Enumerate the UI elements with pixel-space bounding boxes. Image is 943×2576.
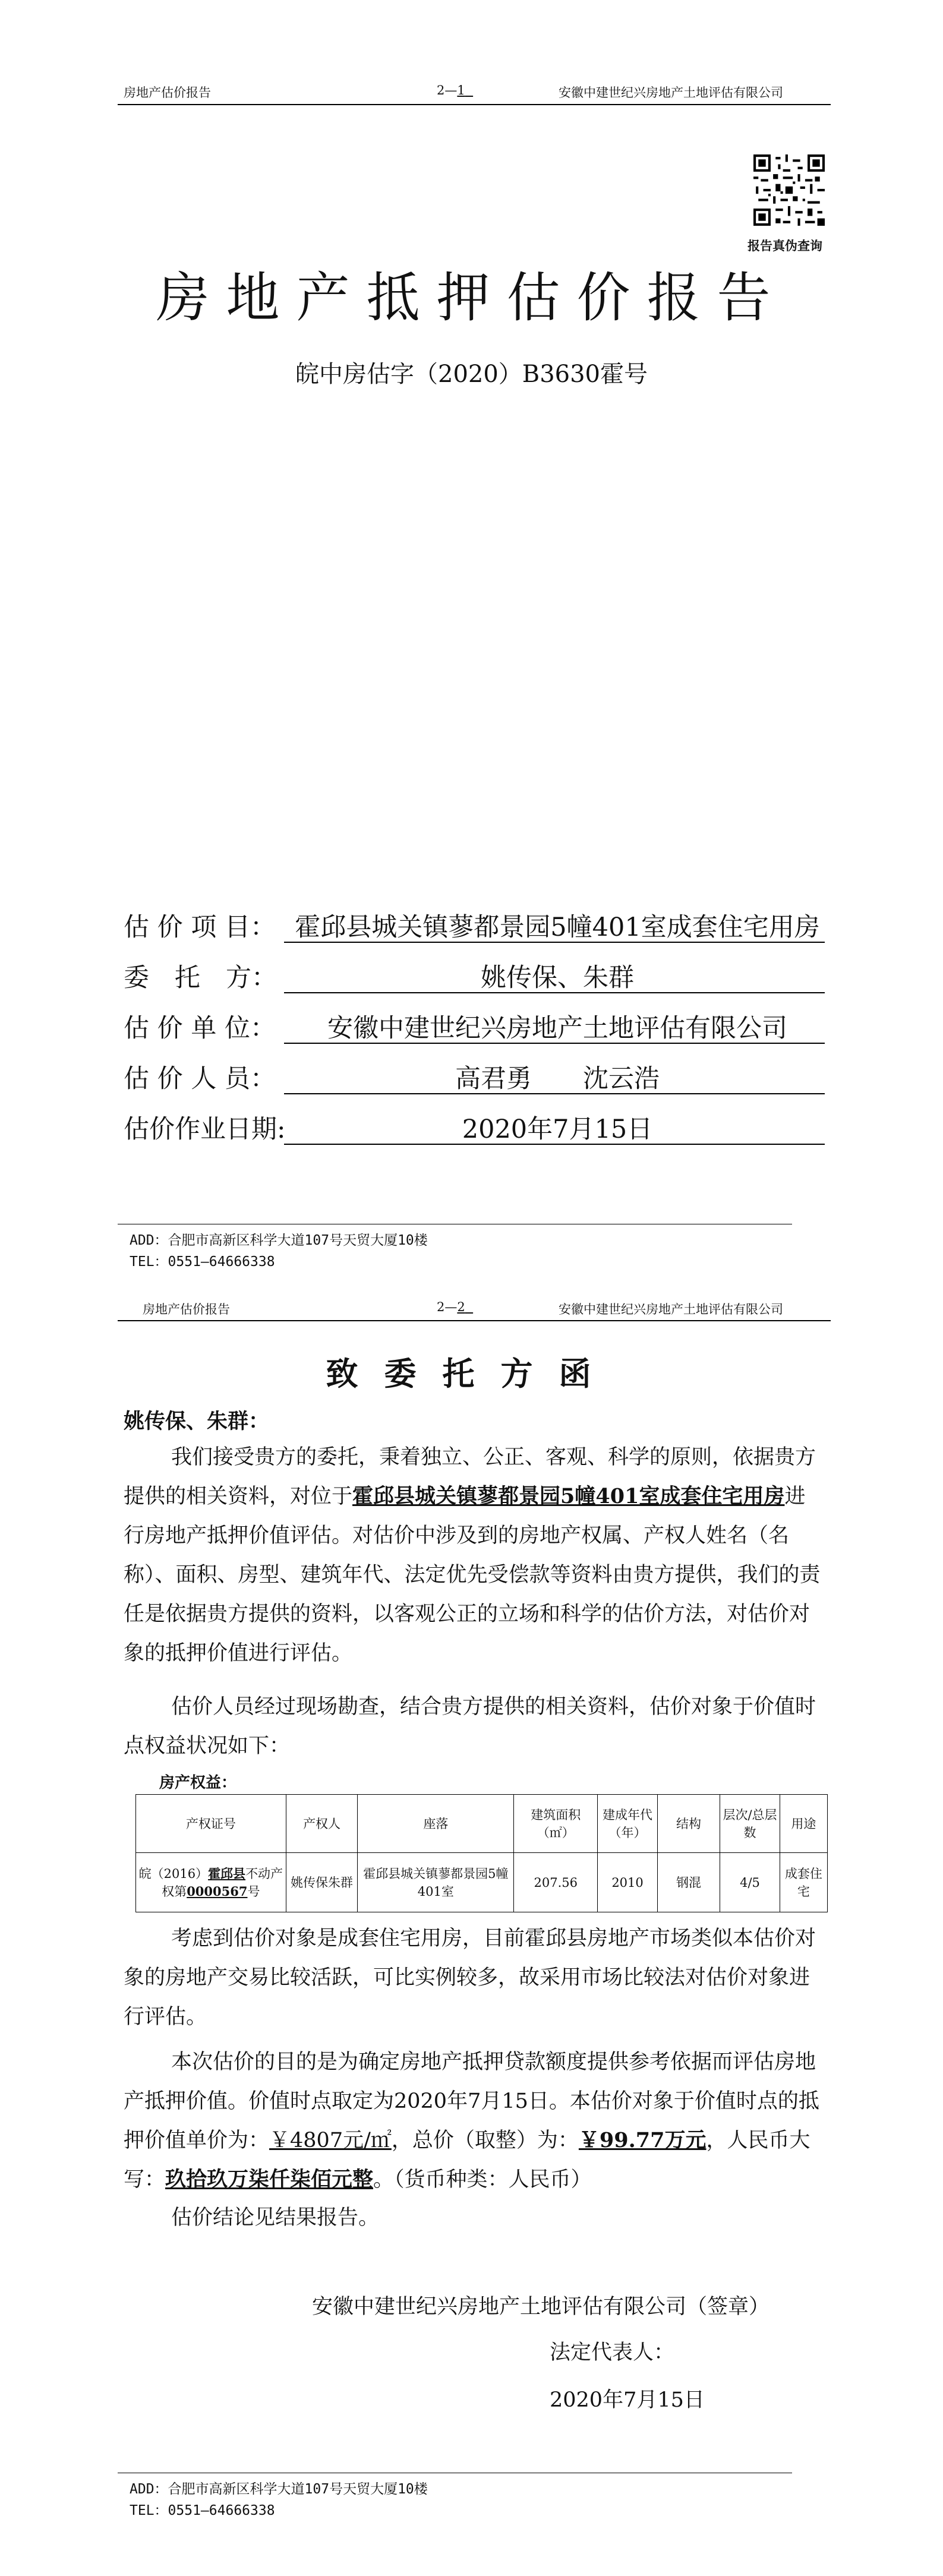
field-project-value: 霍邱县城关镇蓼都景园5幢401室成套住宅用房 xyxy=(295,913,820,942)
table-header-row xyxy=(136,1795,828,1853)
th-structure: 结构 xyxy=(657,1795,720,1853)
document-number: 皖中房估字（2020）B3630霍号 xyxy=(295,361,648,388)
th-use: 用途 xyxy=(780,1795,827,1853)
cert-part-c: 不动产权第 xyxy=(162,1866,283,1899)
field-date xyxy=(124,1113,837,1146)
td-use: 成套住宅 xyxy=(780,1853,827,1912)
field-underline xyxy=(284,1144,825,1145)
td-location: 霍邱县城关镇蓼都景园5幢401室 xyxy=(358,1853,514,1912)
field-client xyxy=(124,961,837,995)
paragraph-3 xyxy=(124,1919,825,2037)
page2-header-left: 房地产估价报告 xyxy=(143,1302,230,1317)
rights-caption: 房产权益： xyxy=(159,1774,237,1792)
p1-property: 霍邱县城关镇蓼都景园5幢401室成套住宅用房 xyxy=(352,1484,785,1508)
td-area: 207.56 xyxy=(514,1853,598,1912)
cert-part-b: 霍邱县 xyxy=(208,1865,246,1881)
page-prefix: 2— xyxy=(437,1300,458,1314)
th-area: 建筑面积（㎡） xyxy=(514,1795,598,1853)
page1-address: ADD：合肥市高新区科学大道107号天贸大厦10楼 xyxy=(130,1233,428,1248)
page1-header-right: 安徽中建世纪兴房地产土地评估有限公司 xyxy=(559,86,783,100)
field-valuer-unit-label: 估 价 单 位： xyxy=(124,1014,276,1043)
page1-header-page-number xyxy=(437,83,473,97)
field-valuer-unit-value: 安徽中建世纪兴房地产土地评估有限公司 xyxy=(327,1014,787,1043)
field-project-label: 估 价 项 目： xyxy=(124,913,276,942)
td-year: 2010 xyxy=(598,1853,657,1912)
th-owner: 产权人 xyxy=(286,1795,358,1853)
field-underline xyxy=(284,1093,825,1094)
salutation: 姚传保、朱群： xyxy=(124,1409,270,1434)
th-location: 座落 xyxy=(358,1795,514,1853)
td-owner: 姚传保朱群 xyxy=(286,1853,358,1912)
th-year: 建成年代（年） xyxy=(598,1795,657,1853)
p4-text-a: 本次估价的目的是为确定房地产抵押贷款额度提供参考依据而评估房地产抵押价值。价值时点取定为2020年7月15日。本估价对象于价值时点的抵押价值单价为： xyxy=(124,2050,819,2152)
page2-header-right: 安徽中建世纪兴房地产土地评估有限公司 xyxy=(559,1302,783,1317)
page-num: 1 xyxy=(457,83,465,97)
cert-part-a: 皖（2016） xyxy=(138,1866,209,1881)
header-rule xyxy=(118,1320,831,1321)
letter-title: 致委托方函 xyxy=(326,1355,617,1393)
cert-part-e: 号 xyxy=(247,1884,260,1899)
p4-text-c: ，人民币大写： xyxy=(124,2129,810,2192)
field-valuers-value: 高君勇 沈云浩 xyxy=(455,1064,660,1094)
sign-representative: 法定代表人： xyxy=(550,2341,675,2365)
field-date-value: 2020年7月15日 xyxy=(462,1115,653,1144)
sign-date: 2020年7月15日 xyxy=(550,2388,705,2412)
page1-header-left: 房地产估价报告 xyxy=(124,86,211,100)
p5-text: 估价结论见结果报告。 xyxy=(171,2206,380,2230)
p2-text: 估价人员经过现场勘查，结合贵方提供的相关资料，估价对象于价值时点权益状况如下： xyxy=(124,1695,816,1758)
field-client-label: 委 托 方： xyxy=(124,963,277,993)
paragraph-2 xyxy=(124,1687,825,1766)
qr-caption: 报告真伪查询 xyxy=(748,238,822,253)
page2-address: ADD：合肥市高新区科学大道107号天贸大厦10楼 xyxy=(130,2482,428,2497)
p4-amount-words: 玖拾玖万柒仟柒佰元整 xyxy=(165,2167,374,2192)
p1-text-c: 进行房地产抵押价值评估。对估价中涉及到的房地产权属、产权人姓名（名称）、面积、房型、建筑年代、法定优先受偿款等资料由贵方提供，我们的责任是依据贵方提供的资料，以客观公正的立场和科学的估价方法，对估价对象的抵押价值进行评估。 xyxy=(124,1485,821,1665)
page-prefix: 2— xyxy=(437,83,458,97)
th-cert: 产权证号 xyxy=(136,1795,286,1853)
page1-tel: TEL：0551—64666338 xyxy=(130,1254,275,1270)
field-project xyxy=(124,911,837,944)
report-title: 房地产抵押估价报告 xyxy=(156,267,787,329)
page-num: 2 xyxy=(457,1300,465,1314)
field-valuers-label: 估 价 人 员： xyxy=(124,1064,276,1094)
p4-total-price: ￥99.77万元 xyxy=(578,2128,707,2152)
page2-header-page-number xyxy=(437,1300,473,1314)
p4-text-d: 。（货币种类：人民币） xyxy=(373,2168,592,2192)
td-cert xyxy=(136,1853,286,1912)
cert-part-d: 0000567 xyxy=(187,1883,248,1899)
p3-text: 考虑到估价对象是成套住宅用房，目前霍邱县房地产市场类似本估价对象的房地产交易比较活跃，可比实例较多，故采用市场比较法对估价对象进行评估。 xyxy=(124,1927,816,2029)
paragraph-4 xyxy=(124,2043,825,2199)
paragraph-5 xyxy=(124,2198,825,2237)
field-valuers xyxy=(124,1062,837,1096)
th-floor: 层次/总层数 xyxy=(720,1795,780,1853)
td-floor: 4/5 xyxy=(720,1853,780,1912)
field-underline xyxy=(284,1043,825,1044)
paragraph-1 xyxy=(124,1438,825,1673)
field-underline xyxy=(284,942,825,943)
p1-text-a: 我们接受贵方的委托，秉着独立、公正、客观、科学的原则，依据贵方提供的相关资料，对位于 xyxy=(124,1445,816,1508)
table-row xyxy=(136,1853,828,1912)
p4-unit-price: ￥4807元/㎡ xyxy=(269,2129,392,2152)
sign-company: 安徽中建世纪兴房地产土地评估有限公司（签章） xyxy=(312,2295,770,2319)
field-valuer-unit xyxy=(124,1012,837,1045)
page2-tel: TEL：0551—64666338 xyxy=(130,2503,275,2518)
header-rule xyxy=(118,104,831,105)
td-structure: 钢混 xyxy=(657,1853,720,1912)
field-date-label: 估价作业日期: xyxy=(124,1115,286,1144)
field-client-value: 姚传保、朱群 xyxy=(481,963,634,993)
rights-table xyxy=(135,1794,828,1912)
field-underline xyxy=(284,992,825,993)
qr-code-icon[interactable] xyxy=(753,154,825,226)
p4-text-b: ，总价（取整）为： xyxy=(391,2129,579,2152)
